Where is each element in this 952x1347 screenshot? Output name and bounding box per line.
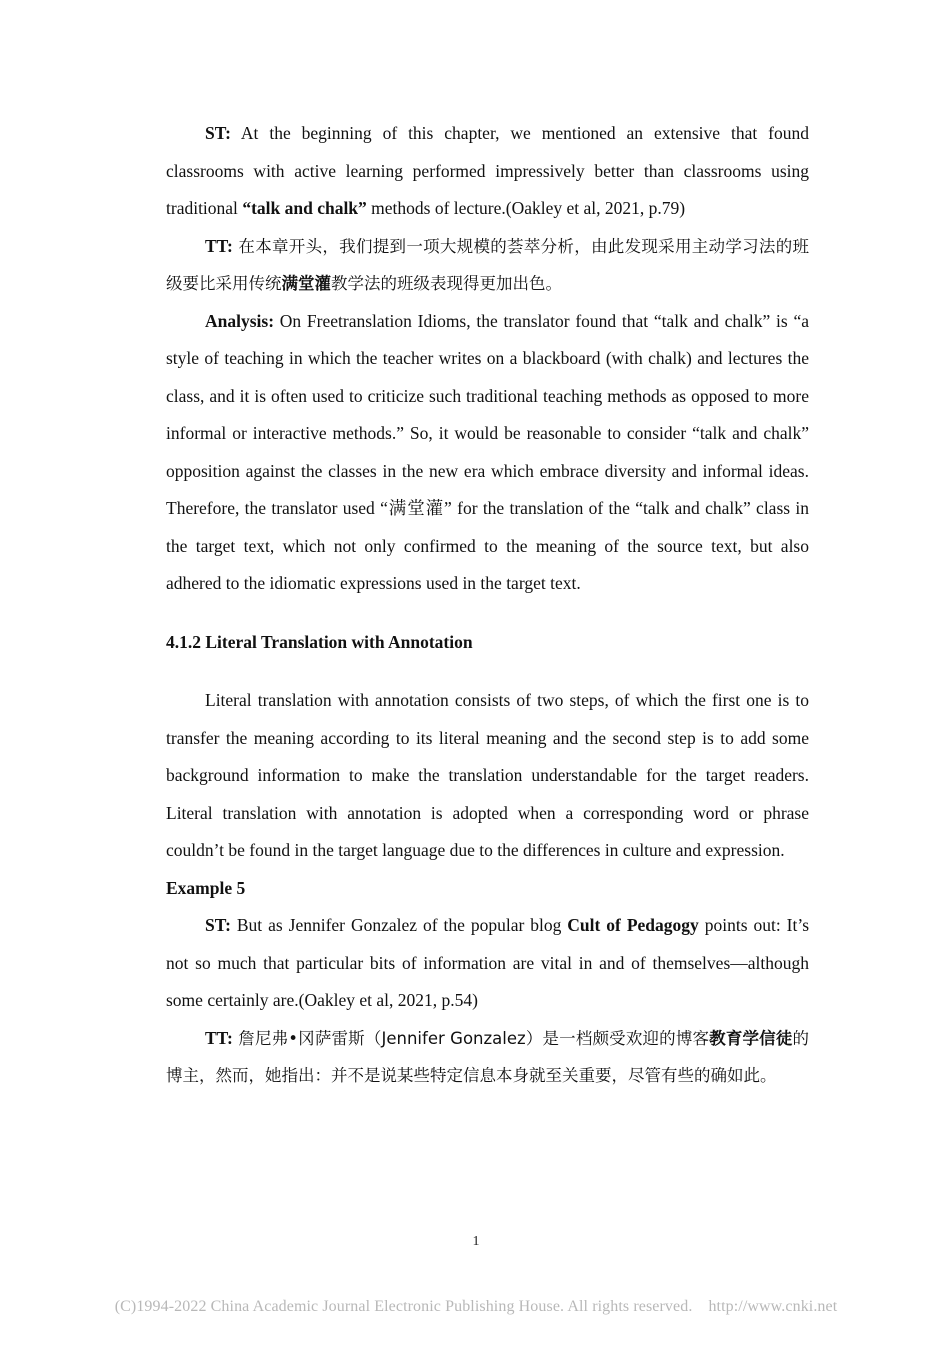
tt-tail: 教学法的班级表现得更加出色。	[331, 274, 562, 293]
tt-text: 在本章开头，我们提到一项大规模的荟萃分析，由此发现采用主动学习法的班级要比采用传统	[166, 236, 809, 293]
st-tail: methods of lecture.(Oakley et al, 2021, p.79)	[366, 198, 686, 218]
example5-source-text	[166, 907, 809, 1020]
example4-analysis	[166, 303, 809, 603]
example5-label: Example 5	[166, 877, 246, 898]
st-label: ST:	[205, 123, 231, 143]
footer-url: http://www.cnki.net	[708, 1298, 838, 1315]
spacer	[166, 661, 809, 682]
example4-source-text	[166, 115, 809, 228]
section-body: Literal translation with annotation consists of two steps, of which the first one is to transfer the meaning according to its literal meaning and the second step is to add some background information to make the translation understandable for the target readers. Literal translation with annotation is adopted when a corresponding word or phrase couldn’t be found in the target language due to the differences in culture and expression.	[166, 690, 809, 860]
analysis-text: On Freetranslation Idioms, the translator found that “talk and chalk” is “a style of teaching in which the teacher writes on a blackboard (with chalk) and lectures the class, and it is often used to criticize such traditional teaching methods as opposed to more informal or interactive methods.” So, it would be reasonable to consider “talk and chalk” opposition against the classes in the new era which embrace diversity and informal ideas. Therefore, the translator used “满堂灌” for the translation of the “talk and chalk” class in the target text, which not only confirmed to the meaning of the source text, but also adhered to the idiomatic expressions used in the target text.	[166, 310, 809, 593]
tt-text: 詹尼弗•冈萨雷斯（Jennifer Gonzalez）是一档颇受欢迎的博客	[232, 1028, 710, 1048]
tt-label: TT:	[205, 235, 233, 256]
tt-tail: 的博主，然而，她指出：并不是说某些特定信息本身就至关重要，尽管有些的确如此。	[166, 1028, 809, 1085]
spacer	[166, 603, 809, 624]
copyright-text: (C)1994-2022 China Academic Journal Electronic Publishing House. All rights reserved.	[114, 1298, 693, 1315]
example5-target-text	[166, 1020, 809, 1095]
section-heading: 4.1.2 Literal Translation with Annotation	[166, 631, 473, 652]
tt-bold-phrase: 满堂灌	[281, 274, 331, 293]
example4-target-text	[166, 228, 809, 303]
st-tail: points out: It’s not so much that particular bits of information are vital in and of themselves—although some certainly are.(Oakley et al, 2021, p.54)	[166, 915, 809, 1010]
st-text: But as Jennifer Gonzalez of the popular blog	[230, 915, 568, 935]
st-label: ST:	[205, 915, 231, 935]
tt-label: TT:	[205, 1027, 233, 1048]
page-number: 1	[472, 1234, 480, 1249]
blog-name: Cult of Pedagogy	[567, 915, 699, 935]
tt-bold-phrase: 教育学信徒	[709, 1028, 793, 1048]
analysis-label: Analysis:	[205, 310, 275, 331]
copyright-footer	[0, 1298, 952, 1316]
st-text: At the beginning of this chapter, we mentioned an extensive that found classrooms with active learning performed impressively better than classrooms using traditional	[166, 123, 809, 218]
st-bold-phrase: “talk and chalk”	[242, 198, 367, 218]
document-page	[166, 115, 809, 1095]
